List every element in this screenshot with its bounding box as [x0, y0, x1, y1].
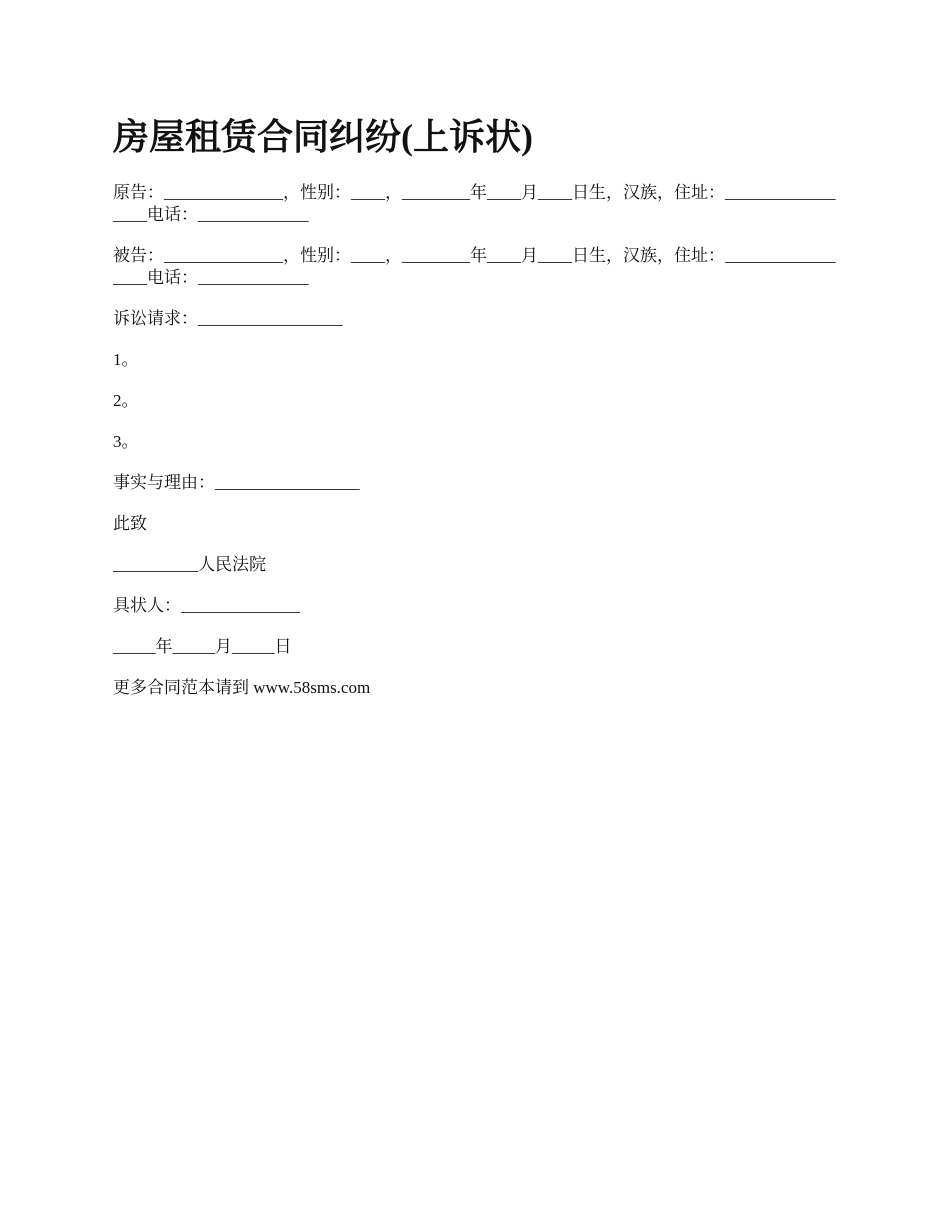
defendant-line: 被告：______________，性别：____，________年____月____日生，汉族，住址：_________________电话：_____________ [113, 246, 836, 287]
claim-item-1: 1。 [113, 350, 139, 369]
footer-line: 更多合同范本请到 www.58sms.com [113, 678, 371, 697]
claim-item-3: 3。 [113, 432, 139, 451]
date-line: _____年_____月_____日 [113, 637, 292, 656]
plaintiff-line: 原告：______________，性别：____，________年____月____日生，汉族，住址：_________________电话：_____________ [113, 183, 836, 224]
court-line: __________人民法院 [113, 555, 266, 574]
salutation-line: 此致 [113, 514, 147, 533]
document-page [113, 112, 843, 718]
document-title: 房屋租赁合同纠纷(上诉状) [113, 117, 533, 157]
signer-line: 具状人：______________ [113, 596, 300, 615]
claims-line: 诉讼请求：_________________ [113, 309, 343, 328]
facts-line: 事实与理由：_________________ [113, 473, 360, 492]
claim-item-2: 2。 [113, 391, 139, 410]
